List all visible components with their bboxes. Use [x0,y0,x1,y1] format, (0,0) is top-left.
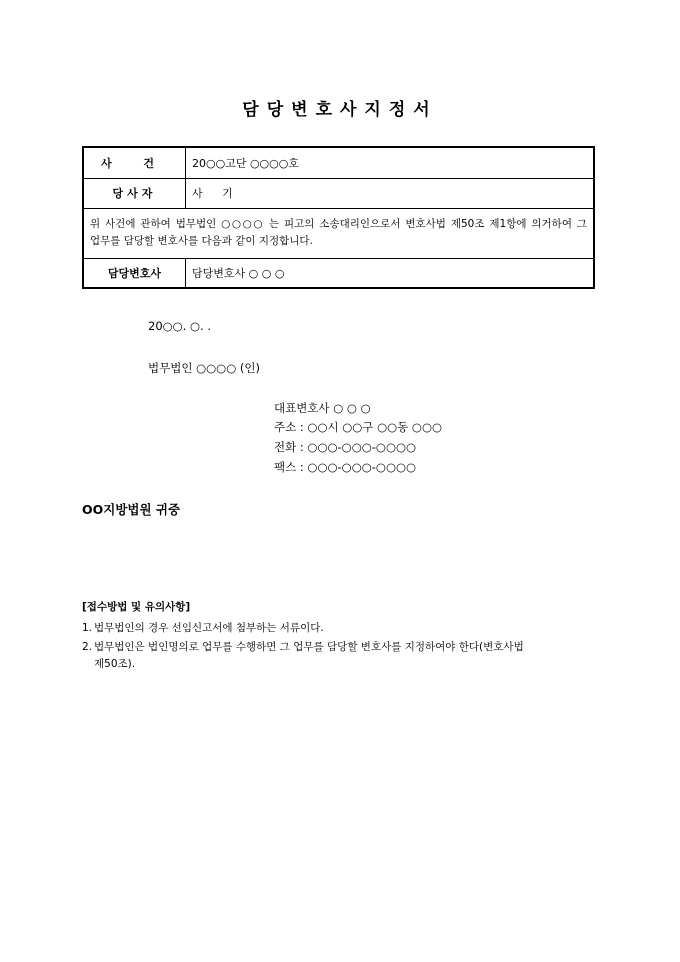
document-date: 20○○. ○. . [148,319,212,333]
table-row-party [83,178,594,208]
lawyer-value: 담당변호사 ○ ○ ○ [186,258,595,288]
table-row-lawyer [83,258,594,288]
case-label: 사 건 [83,147,186,178]
table-row-paragraph [83,208,594,258]
case-value: 20○○고단 ○○○○호 [186,147,595,178]
document-title: 담당변호사지정서 [242,100,438,120]
notes-title: [접수방법 및 유의사항] [82,601,191,613]
note-text: 법무법인의 경우 선임신고서에 첨부하는 서류이다. [94,622,324,634]
firm-phone: 전화 : ○○○-○○○-○○○○ [274,440,417,454]
note-text: 법무법인은 법인명의로 업무를 수행하면 그 업무를 담당할 변호사를 지정하여야 한다(변호사법 [94,641,524,653]
designation-paragraph: 위 사건에 관하여 법무법인 ○○○○ 는 피고의 소송대리인으로서 변호사법 제50조 제1항에 의거하여 그 업무를 담당할 변호사를 다음과 같이 지정합니다. [83,208,594,258]
law-firm-name: 법무법인 ○○○○ (인) [148,361,260,375]
list-item [82,639,602,673]
note-continuation: 제50조). [94,658,136,670]
list-item [82,620,602,637]
firm-address: 주소 : ○○시 ○○구 ○○동 ○○○ [274,420,443,434]
note-number: 2. [82,641,93,653]
court-addressee: OO지방법원 귀중 [82,502,181,517]
note-number: 1. [82,622,93,634]
firm-fax: 팩스 : ○○○-○○○-○○○○ [274,460,417,474]
case-info-table [82,146,595,289]
party-label: 당사자 [83,178,186,208]
table-row-case [83,147,594,178]
party-value: 사 기 [186,178,595,208]
representative-lawyer: 대표변호사 ○ ○ ○ [274,401,371,415]
lawyer-label: 담당변호사 [83,258,186,288]
